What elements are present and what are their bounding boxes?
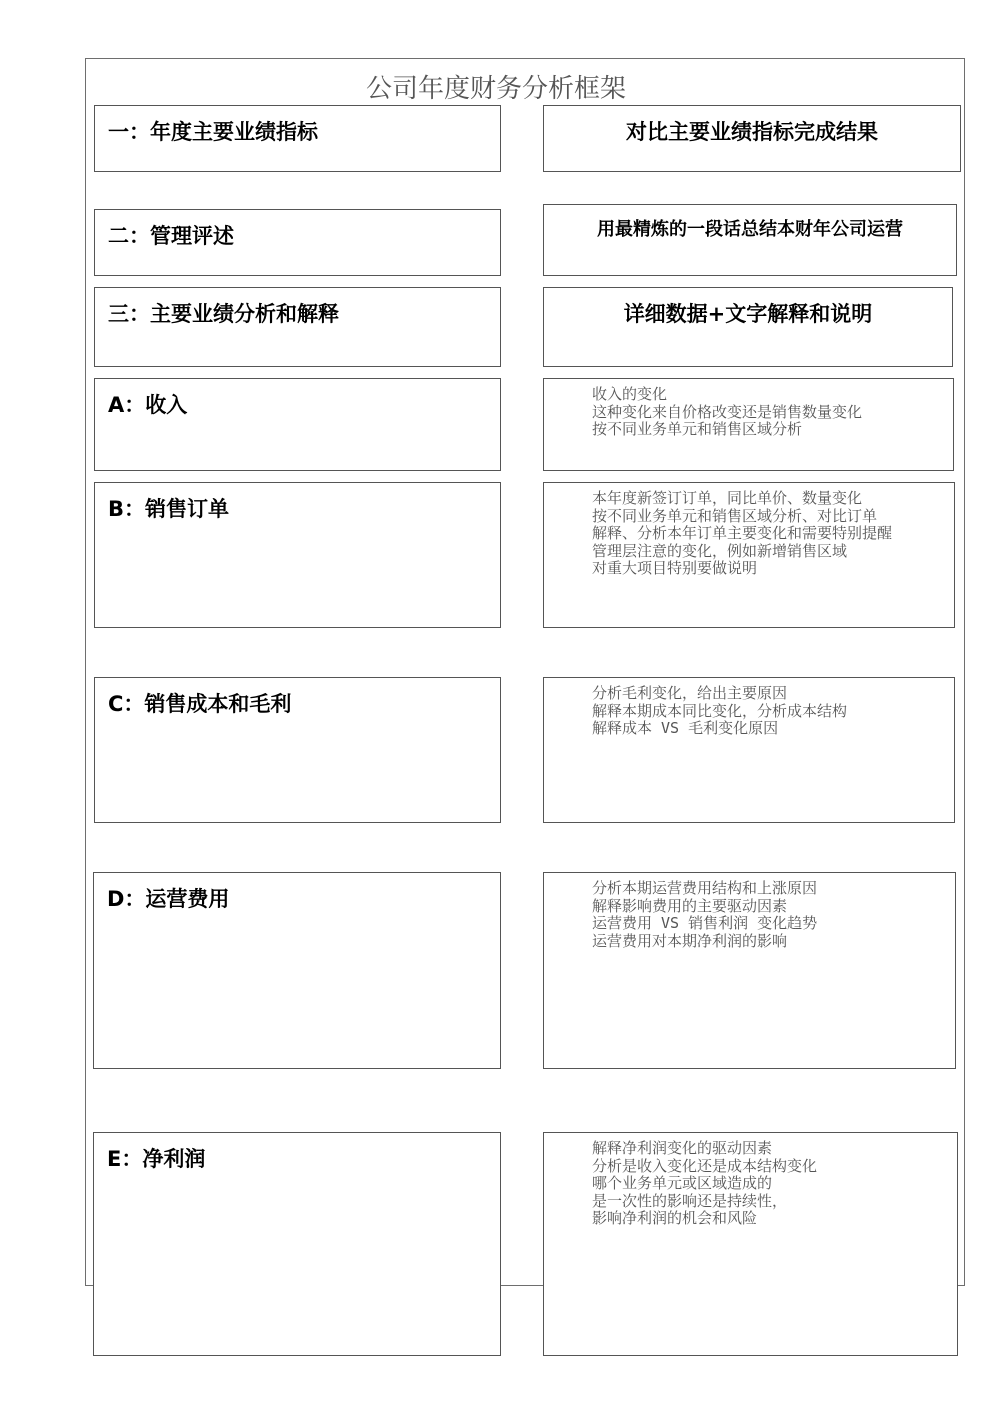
left-box-row-2 — [94, 209, 501, 276]
row-label: B：销售订单 — [108, 497, 230, 521]
description-line: 对重大项目特别要做说明 — [592, 559, 758, 577]
left-box-row-3 — [94, 287, 501, 367]
description-line: 运营费用 VS 销售利润 变化趋势 — [592, 914, 818, 932]
right-box-sales-orders — [543, 482, 955, 628]
row-heading: 用最精炼的一段话总结本财年公司运营 — [597, 219, 903, 240]
right-box-net-profit — [543, 1132, 958, 1356]
left-box-income — [94, 378, 501, 471]
description-line: 分析是收入变化还是成本结构变化 — [592, 1156, 818, 1175]
row-label: 一：年度主要业绩指标 — [108, 120, 318, 144]
description-line: 分析本期运营费用结构和上涨原因 — [592, 879, 818, 897]
left-box-row-1 — [94, 105, 501, 172]
description-line: 是一次性的影响还是持续性， — [592, 1191, 788, 1210]
description-line: 解释净利润变化的驱动因素 — [592, 1139, 773, 1157]
description-line: 分析毛利变化，给出主要原因 — [592, 684, 788, 702]
description-line: 本年度新签订订单，同比单价、数量变化 — [592, 489, 863, 507]
left-box-cost-margin — [94, 677, 501, 823]
left-box-net-profit — [93, 1132, 501, 1356]
right-box-row-2 — [543, 204, 957, 276]
description-line: 解释本期成本同比变化，分析成本结构 — [592, 701, 848, 720]
description-list — [592, 880, 817, 950]
description-line: 收入的变化 — [592, 385, 668, 403]
row-heading: 详细数据+文字解释和说明 — [623, 302, 873, 326]
description-line: 解释影响费用的主要驱动因素 — [592, 896, 788, 915]
right-box-income — [543, 378, 954, 471]
description-line: 解释、分析本年订单主要变化和需要特别提醒 — [592, 524, 893, 542]
description-line: 按不同业务单元和销售区域分析 — [592, 420, 803, 438]
right-box-row-3 — [543, 287, 953, 367]
description-line: 运营费用对本期净利润的影响 — [592, 931, 788, 950]
left-box-operating-expenses — [93, 872, 501, 1069]
page-title: 公司年度财务分析框架 — [365, 74, 626, 104]
description-line: 影响净利润的机会和风险 — [592, 1209, 758, 1227]
description-line: 管理层注意的变化，例如新增销售区域 — [592, 541, 848, 560]
row-label: C：销售成本和毛利 — [108, 692, 292, 716]
right-box-cost-margin — [543, 677, 955, 823]
row-label: D：运营费用 — [107, 887, 230, 911]
row-label: E：净利润 — [107, 1147, 206, 1171]
description-list — [592, 1140, 817, 1228]
description-line: 哪个业务单元或区域造成的 — [592, 1174, 773, 1192]
left-box-sales-orders — [94, 482, 501, 628]
description-list — [592, 490, 892, 578]
description-line: 这种变化来自价格改变还是销售数量变化 — [592, 402, 863, 421]
row-label: A：收入 — [108, 393, 188, 417]
right-box-operating-expenses — [543, 872, 956, 1069]
row-label: 二：管理评述 — [108, 224, 234, 248]
description-list — [592, 386, 862, 439]
description-line: 按不同业务单元和销售区域分析、对比订单 — [592, 506, 878, 525]
description-line: 解释成本 VS 毛利变化原因 — [592, 719, 779, 737]
right-box-row-1 — [543, 105, 961, 172]
row-label: 三：主要业绩分析和解释 — [108, 302, 339, 326]
row-heading: 对比主要业绩指标完成结果 — [626, 120, 878, 144]
description-list — [592, 685, 847, 738]
